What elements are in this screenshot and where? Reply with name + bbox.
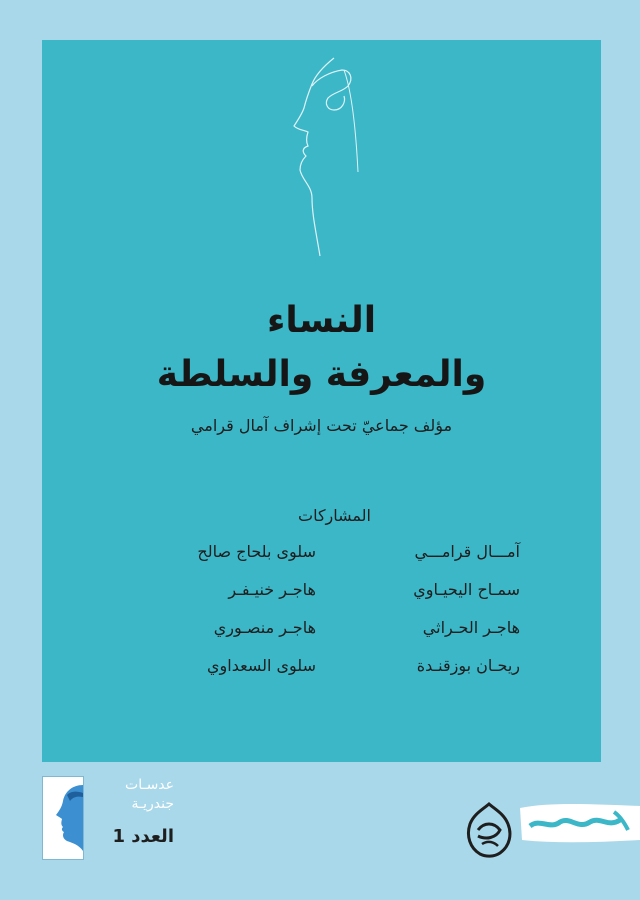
book-title-line-1: النساء bbox=[266, 300, 377, 341]
brush-stroke-logo bbox=[520, 800, 640, 846]
contributors-list bbox=[142, 540, 520, 678]
contributor-name: ريحـان بوزقنـدة bbox=[416, 656, 520, 675]
contributor-name: هاجـر منصـوري bbox=[213, 618, 316, 637]
book-title-line-2: والمعرفة والسلطة bbox=[156, 354, 487, 395]
series-logo bbox=[42, 776, 84, 860]
calligraphic-seal-icon bbox=[464, 800, 514, 858]
contributors-heading: المشاركات bbox=[298, 506, 371, 525]
cover-panel bbox=[42, 40, 601, 762]
book-subtitle: مؤلف جماعيّ تحت إشراف آمال قرامي bbox=[190, 416, 453, 435]
series-name-line-1: عدسـات bbox=[125, 777, 174, 793]
contributor-name: سمـاح اليحيـاوي bbox=[413, 580, 520, 599]
face-silhouette-icon bbox=[43, 777, 83, 859]
contributor-name: آمـــال قرامـــي bbox=[414, 542, 520, 561]
contributor-name: هاجـر الحـراثي bbox=[422, 618, 520, 637]
face-profile-icon bbox=[272, 52, 362, 262]
issue-number: العدد 1 bbox=[112, 826, 174, 847]
series-info bbox=[90, 776, 174, 847]
series-name-line-2: جندريـة bbox=[131, 796, 174, 812]
contributor-name: سلوى السعداوي bbox=[207, 656, 316, 675]
contributor-name: سلوى بلحاج صالح bbox=[197, 542, 316, 561]
contributor-name: هاجـر خنيـفـر bbox=[228, 580, 316, 599]
title-block bbox=[42, 294, 601, 435]
